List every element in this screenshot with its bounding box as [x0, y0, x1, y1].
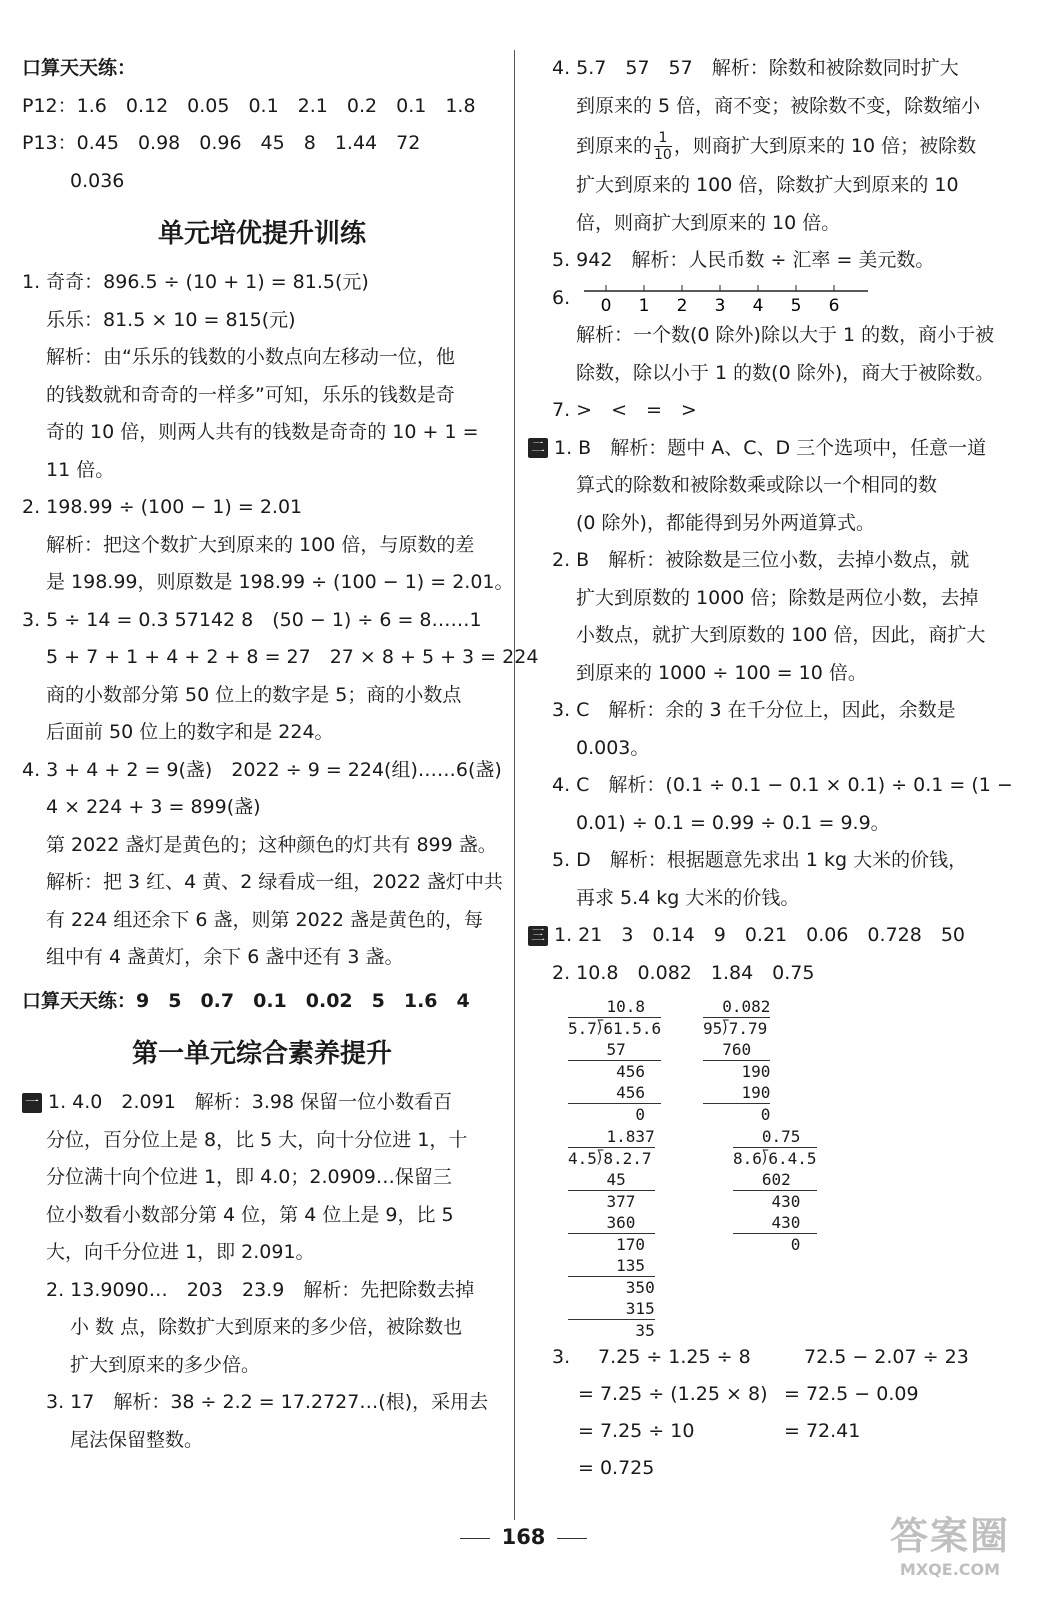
long-division-group: [528, 996, 1018, 1346]
division-row: 135: [568, 1255, 655, 1277]
analysis-line: 到原来的 5 倍，商不变；被除数不变，除数缩小: [576, 94, 981, 117]
long-division-3: [568, 1126, 655, 1341]
answer-text: 1. B 解析：题中 A、C、D 三个选项中，任意一道: [554, 436, 987, 459]
analysis-line: 解析：把这个数扩大到原来的 100 倍，与原数的差: [46, 533, 475, 556]
analysis-line: 奇的 10 倍，则两人共有的钱数是奇奇的 10 + 1 =: [46, 421, 479, 443]
calc-line: = 0.725: [578, 1457, 655, 1479]
text-fragment: 到原来的: [576, 135, 653, 157]
analysis-line: 再求 5.4 kg 大米的价钱。: [576, 886, 800, 909]
answer-text: 1. 21 3 0.14 9 0.21 0.06 0.728 50: [554, 924, 966, 946]
answer-line: 4. 5.7 57 57 解析：除数和被除数同时扩大: [552, 57, 959, 79]
division-row: 430: [733, 1212, 817, 1234]
division-row: 430: [733, 1192, 801, 1211]
analysis-line: 扩大到原来的 100 倍，除数扩大到原来的 10: [576, 174, 959, 196]
analysis-line: 是 198.99，则原数是 198.99 ÷ (100 − 1) = 2.01。: [46, 571, 514, 593]
answer-line: 3. 5 ÷ 14 = 0.3 57142 8 (50 − 1) ÷ 6 = 8……1: [22, 608, 482, 631]
calc-line: 72.5 − 2.07 ÷ 23: [804, 1346, 969, 1368]
number-line-label: 3: [714, 296, 726, 315]
analysis-line: 倍，则商扩大到原来的 10 倍。: [576, 211, 841, 234]
right-column: [528, 50, 1018, 1496]
division-row: 0: [703, 1105, 771, 1124]
answer-line: 2. B 解析：被除数是三位小数，去掉小数点，就: [552, 549, 970, 571]
answer-line: 5. 942 解析：人民币数 ÷ 汇率 = 美元数。: [552, 249, 935, 271]
answer-line: 1. 奇奇：896.5 ÷ (10 + 1) = 81.5(元): [22, 271, 369, 293]
division-row: 360: [568, 1212, 655, 1234]
analysis-line: 分位，百分位上是 8，比 5 大，向十分位进 1，十: [46, 1128, 468, 1151]
long-division-2: [703, 996, 770, 1125]
section-heading-unit-one: 第一单元综合素养提升: [131, 1039, 392, 1069]
division-row: 377: [568, 1192, 636, 1211]
question-number: 6.: [552, 286, 571, 309]
analysis-line: 小数点，就扩大到原数的 100 倍，因此，商扩大: [576, 624, 986, 646]
analysis-line: 扩大到原数的 1000 倍；除数是两位小数，去掉: [576, 586, 979, 609]
watermark-logo: [865, 1512, 1035, 1592]
p13-answers: P13：0.45 0.98 0.96 45 8 1.44 72: [22, 132, 421, 154]
left-column: [22, 50, 539, 1459]
division-row: 95⟌7.79: [703, 1019, 768, 1038]
analysis-line: 0.01) ÷ 0.1 = 0.99 ÷ 0.1 = 9.9。: [576, 811, 890, 834]
answer-line: [528, 430, 1018, 468]
section-three-marker: 三: [528, 926, 548, 946]
analysis-line: 算式的除数和被除数乘或除以一个相同的数: [576, 474, 938, 496]
fraction-denominator: 10: [654, 147, 672, 163]
footer-dash: [460, 1538, 490, 1539]
division-row: 8.6⟌6.4.5: [733, 1149, 817, 1168]
analysis-line: 解析：由“乐乐的钱数的小数点向左移动一位，他: [46, 346, 455, 368]
division-row: 5.7⟌61.5.6: [568, 1019, 662, 1038]
answer-line: 4 × 224 + 3 = 899(盏): [46, 796, 261, 818]
division-row: 760: [703, 1039, 770, 1061]
analysis-line: 11 倍。: [46, 458, 115, 481]
answer-line: 2. 13.9090… 203 23.9 解析：先把除数去掉: [46, 1278, 475, 1301]
calc-line: = 72.5 − 0.09: [784, 1383, 919, 1405]
text-fragment: ，则商扩大到原来的 10 倍；被除数: [673, 135, 977, 157]
section-one-marker: 一: [22, 1093, 42, 1113]
number-line-label: 5: [790, 296, 802, 315]
division-row: 190: [703, 1083, 771, 1102]
analysis-line: 位小数看小数部分第 4 位，第 4 位上是 9，比 5: [46, 1203, 454, 1226]
page-number: 168: [501, 1525, 546, 1549]
number-line-answer: [528, 280, 1018, 318]
division-row: 602: [733, 1169, 817, 1191]
division-row: 456: [568, 1082, 661, 1104]
answer-line: 5. D 解析：根据题意先求出 1 kg 大米的价钱，: [552, 849, 968, 871]
division-row: 456: [568, 1062, 646, 1081]
answer-line: 7. > < = >: [552, 399, 697, 421]
division-row: 315: [568, 1299, 655, 1318]
division-row: 4.5⟌8.2.7: [568, 1149, 652, 1168]
division-row: 1.837: [568, 1127, 655, 1146]
division-row: 0: [568, 1105, 646, 1124]
answer-line: 3. C 解析：余的 3 在千分位上，因此，余数是: [552, 699, 956, 721]
analysis-line-fraction: [528, 125, 1018, 167]
p12-answers: P12：1.6 0.12 0.05 0.1 2.1 0.2 0.1 1.8: [22, 94, 476, 117]
watermark-text: 答案圈: [889, 1514, 1010, 1558]
analysis-line: 尾法保留整数。: [70, 1428, 204, 1451]
long-division-4: [733, 1126, 817, 1255]
analysis-line: 到原来的 1000 ÷ 100 = 10 倍。: [576, 661, 867, 684]
analysis-line: 的钱数就和奇奇的一样多”可知，乐乐的钱数是奇: [46, 383, 455, 406]
watermark-url: MXQE.COM: [899, 1560, 1001, 1579]
analysis-line: 解析：一个数(0 除外)除以大于 1 的数，商小于被: [576, 324, 995, 346]
calc-line: = 7.25 ÷ 10: [578, 1420, 695, 1442]
number-line-label: 4: [752, 296, 764, 315]
analysis-line: 组中有 4 盏黄灯，余下 6 盏中还有 3 盏。: [46, 946, 404, 968]
division-row: 45: [568, 1169, 655, 1191]
division-row: 57: [568, 1039, 661, 1061]
number-line-label: 6: [828, 296, 840, 315]
analysis-line: 分位满十向个位进 1，即 4.0；2.0909…保留三: [46, 1166, 452, 1188]
division-row: 170: [568, 1235, 646, 1254]
analysis-line: 0.003。: [576, 736, 650, 759]
analysis-line: 扩大到原来的多少倍。: [70, 1353, 261, 1376]
answer-line: 商的小数部分第 50 位上的数字是 5；商的小数点: [46, 683, 462, 706]
analysis-line: 大，向千分位进 1，即 2.091。: [46, 1241, 315, 1263]
answer-line: [528, 917, 1018, 955]
answer-line: 2. 198.99 ÷ (100 − 1) = 2.01: [22, 496, 303, 518]
answer-line: 后面前 50 位上的数字和是 224。: [46, 721, 334, 743]
long-division-1: [568, 996, 661, 1125]
answer-line: 乐乐：81.5 × 10 = 815(元): [46, 308, 296, 331]
answer-line: 4. 3 + 4 + 2 = 9(盏) 2022 ÷ 9 = 224(组)……6(盏): [22, 758, 502, 781]
number-line-label: 2: [676, 296, 688, 315]
division-row: 10.8: [568, 996, 661, 1018]
division-row: 35: [568, 1321, 655, 1340]
division-row: 350: [568, 1278, 655, 1297]
oral-practice-title: 口算天天练：: [22, 57, 137, 79]
calc-line: = 7.25 ÷ (1.25 × 8): [578, 1383, 768, 1405]
division-row: 0: [733, 1235, 801, 1254]
footer-dash: [557, 1538, 587, 1539]
analysis-line: 小 数 点，除数扩大到原来的多少倍，被除数也: [70, 1316, 463, 1338]
number-line: [576, 281, 876, 315]
fraction-numerator: 1: [654, 130, 672, 147]
section-two-marker: 二: [528, 438, 548, 458]
division-row: 0.75: [733, 1126, 817, 1148]
calc-line: = 72.41: [784, 1420, 861, 1442]
division-row: 0.082: [703, 997, 771, 1016]
answer-text: 1. 4.0 2.091 解析：3.98 保留一位小数看百: [48, 1091, 453, 1113]
answer-line: 2. 10.8 0.082 1.84 0.75: [552, 961, 815, 984]
number-line-label: 0: [600, 296, 612, 315]
analysis-line: 除数，除以小于 1 的数(0 除外)，商大于被除数。: [576, 361, 995, 384]
oral-practice-answers: 口算天天练：9 5 0.7 0.1 0.02 5 1.6 4: [22, 989, 470, 1012]
answer-line: 3. 17 解析：38 ÷ 2.2 = 17.2727…(根)，采用去: [46, 1391, 489, 1413]
answer-line: [22, 1084, 502, 1122]
column-divider: [514, 50, 515, 1520]
answer-line: 第 2022 盏灯是黄色的；这种颜色的灯共有 899 盏。: [46, 833, 497, 856]
calculation-block: [528, 1346, 1018, 1496]
p13-answers-cont: 0.036: [70, 169, 125, 192]
fraction-one-tenth: [654, 130, 672, 163]
analysis-line: 有 224 组还余下 6 盏，则第 2022 盏是黄色的，每: [46, 908, 483, 931]
question-number: 3.: [552, 1346, 571, 1368]
answer-line: 4. C 解析：(0.1 ÷ 0.1 − 0.1 × 0.1) ÷ 0.1 = (1 −: [552, 774, 1013, 796]
number-line-label: 1: [638, 296, 650, 315]
answer-line: 5 + 7 + 1 + 4 + 2 + 8 = 27 27 × 8 + 5 + 3 = 224: [46, 646, 539, 668]
division-row: 190: [703, 1062, 771, 1081]
analysis-line: (0 除外)，都能得到另外两道算式。: [576, 511, 875, 534]
analysis-line: 解析：把 3 红、4 黄、2 绿看成一组，2022 盏灯中共: [46, 871, 503, 893]
calc-line: 7.25 ÷ 1.25 ÷ 8: [598, 1346, 751, 1368]
section-heading-unit-training: 单元培优提升训练: [157, 219, 366, 249]
